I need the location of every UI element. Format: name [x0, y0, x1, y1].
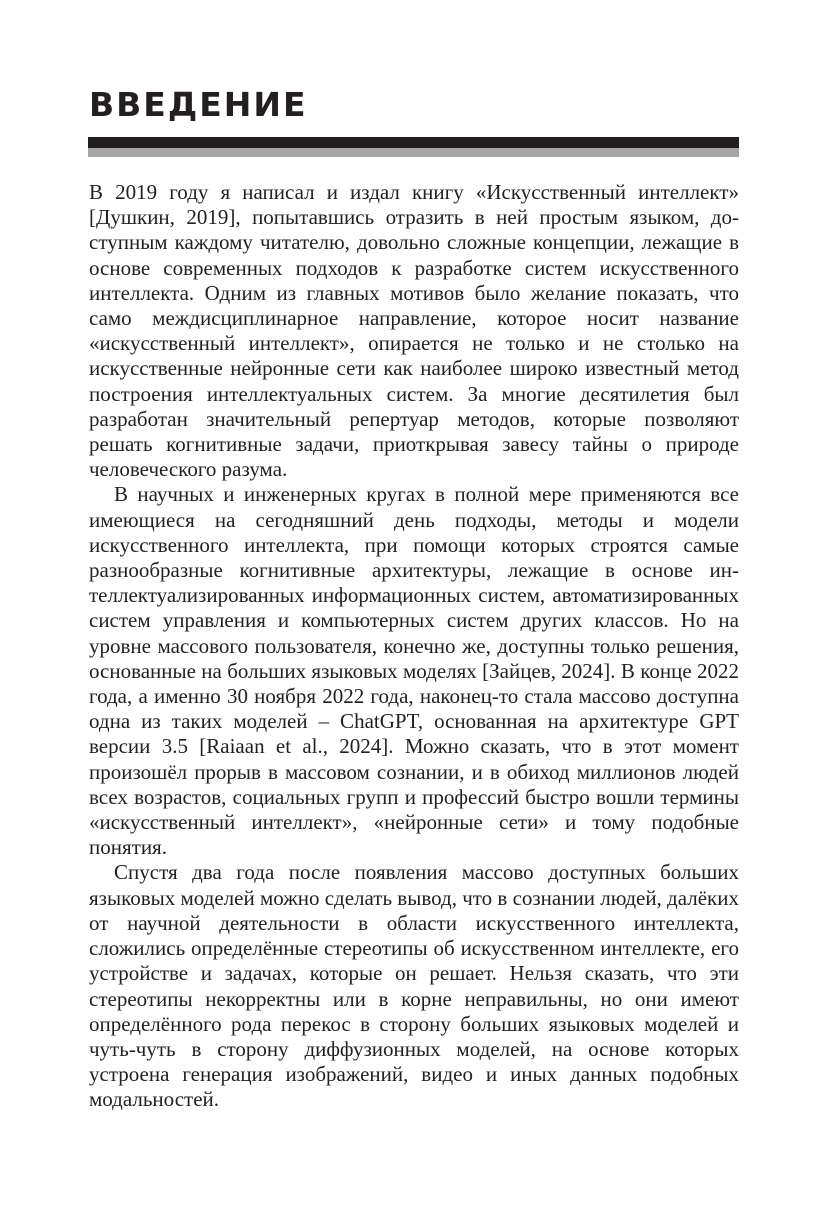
paragraph-1: В 2019 году я написал и издал книгу «Искусственный интеллект» [Душкин, 2019], попытавшись отразить в ней простым языком, доступным каждому читателю, довольно сложные концепции, лежащие в основе современных подходов к разработке систем искусственного интеллекта. Одним из главных мотивов было желание показать, что само междисциплинарное направление, которое носит название «искусственный интеллект», опирается не только и не столько на искусственные нейронные сети как наиболее широко известный метод построения интеллектуальных систем. За многие десятилетия был разработан значительный репертуар методов, которые позволяют решать когнитивные задачи, приоткрывая завесу тайны о природе человеческого разума.: [89, 180, 739, 482]
chapter-rule-grey: [88, 148, 739, 157]
chapter-title: ВВЕДЕНИЕ: [89, 85, 308, 124]
paragraph-2: В научных и инженерных кругах в полной мере применяются все имеющиеся на сегодняшний день подходы, методы и модели искусственного интеллекта, при помощи которых строятся самые разнообразные когнитивные архитектуры, лежащие в основе интеллектуализированных информационных систем, автоматизированных систем управления и компьютерных систем других классов. Но на уровне массового пользователя, конечно же, доступны только решения, основанные на больших языковых моделях [Зайцев, 2024]. В конце 2022 года, а именно 30 ноября 2022 года, наконец-то стала массово доступна одна из таких моделей – ChatGPT, основанная на архитектуре GPT версии 3.5 [Raiaan et al., 2024]. Можно сказать, что в этот момент произошёл прорыв в массовом сознании, и в обиход миллионов людей всех возрастов, социальных групп и профессий быстро вошли термины «искусственный интеллект», «нейронные сети» и тому подобные понятия.: [89, 482, 739, 860]
body-text: [89, 180, 739, 1113]
chapter-rule-dark: [88, 137, 739, 148]
paragraph-3: Спустя два года после появления массово доступных больших языковых моделей можно сделать вывод, что в сознании людей, далёких от научной деятельности в области искусственного интеллекта, сложились определённые стереотипы об искусственном интеллекте, его устройстве и задачах, которые он решает. Нельзя сказать, что эти стереотипы некорректны или в корне неправильны, но они имеют определённого рода перекос в сторону больших языковых моделей и чуть-чуть в сторону диффузионных моделей, на основе которых устроена генерация изображений, видео и иных данных подобных модальностей.: [89, 860, 739, 1112]
